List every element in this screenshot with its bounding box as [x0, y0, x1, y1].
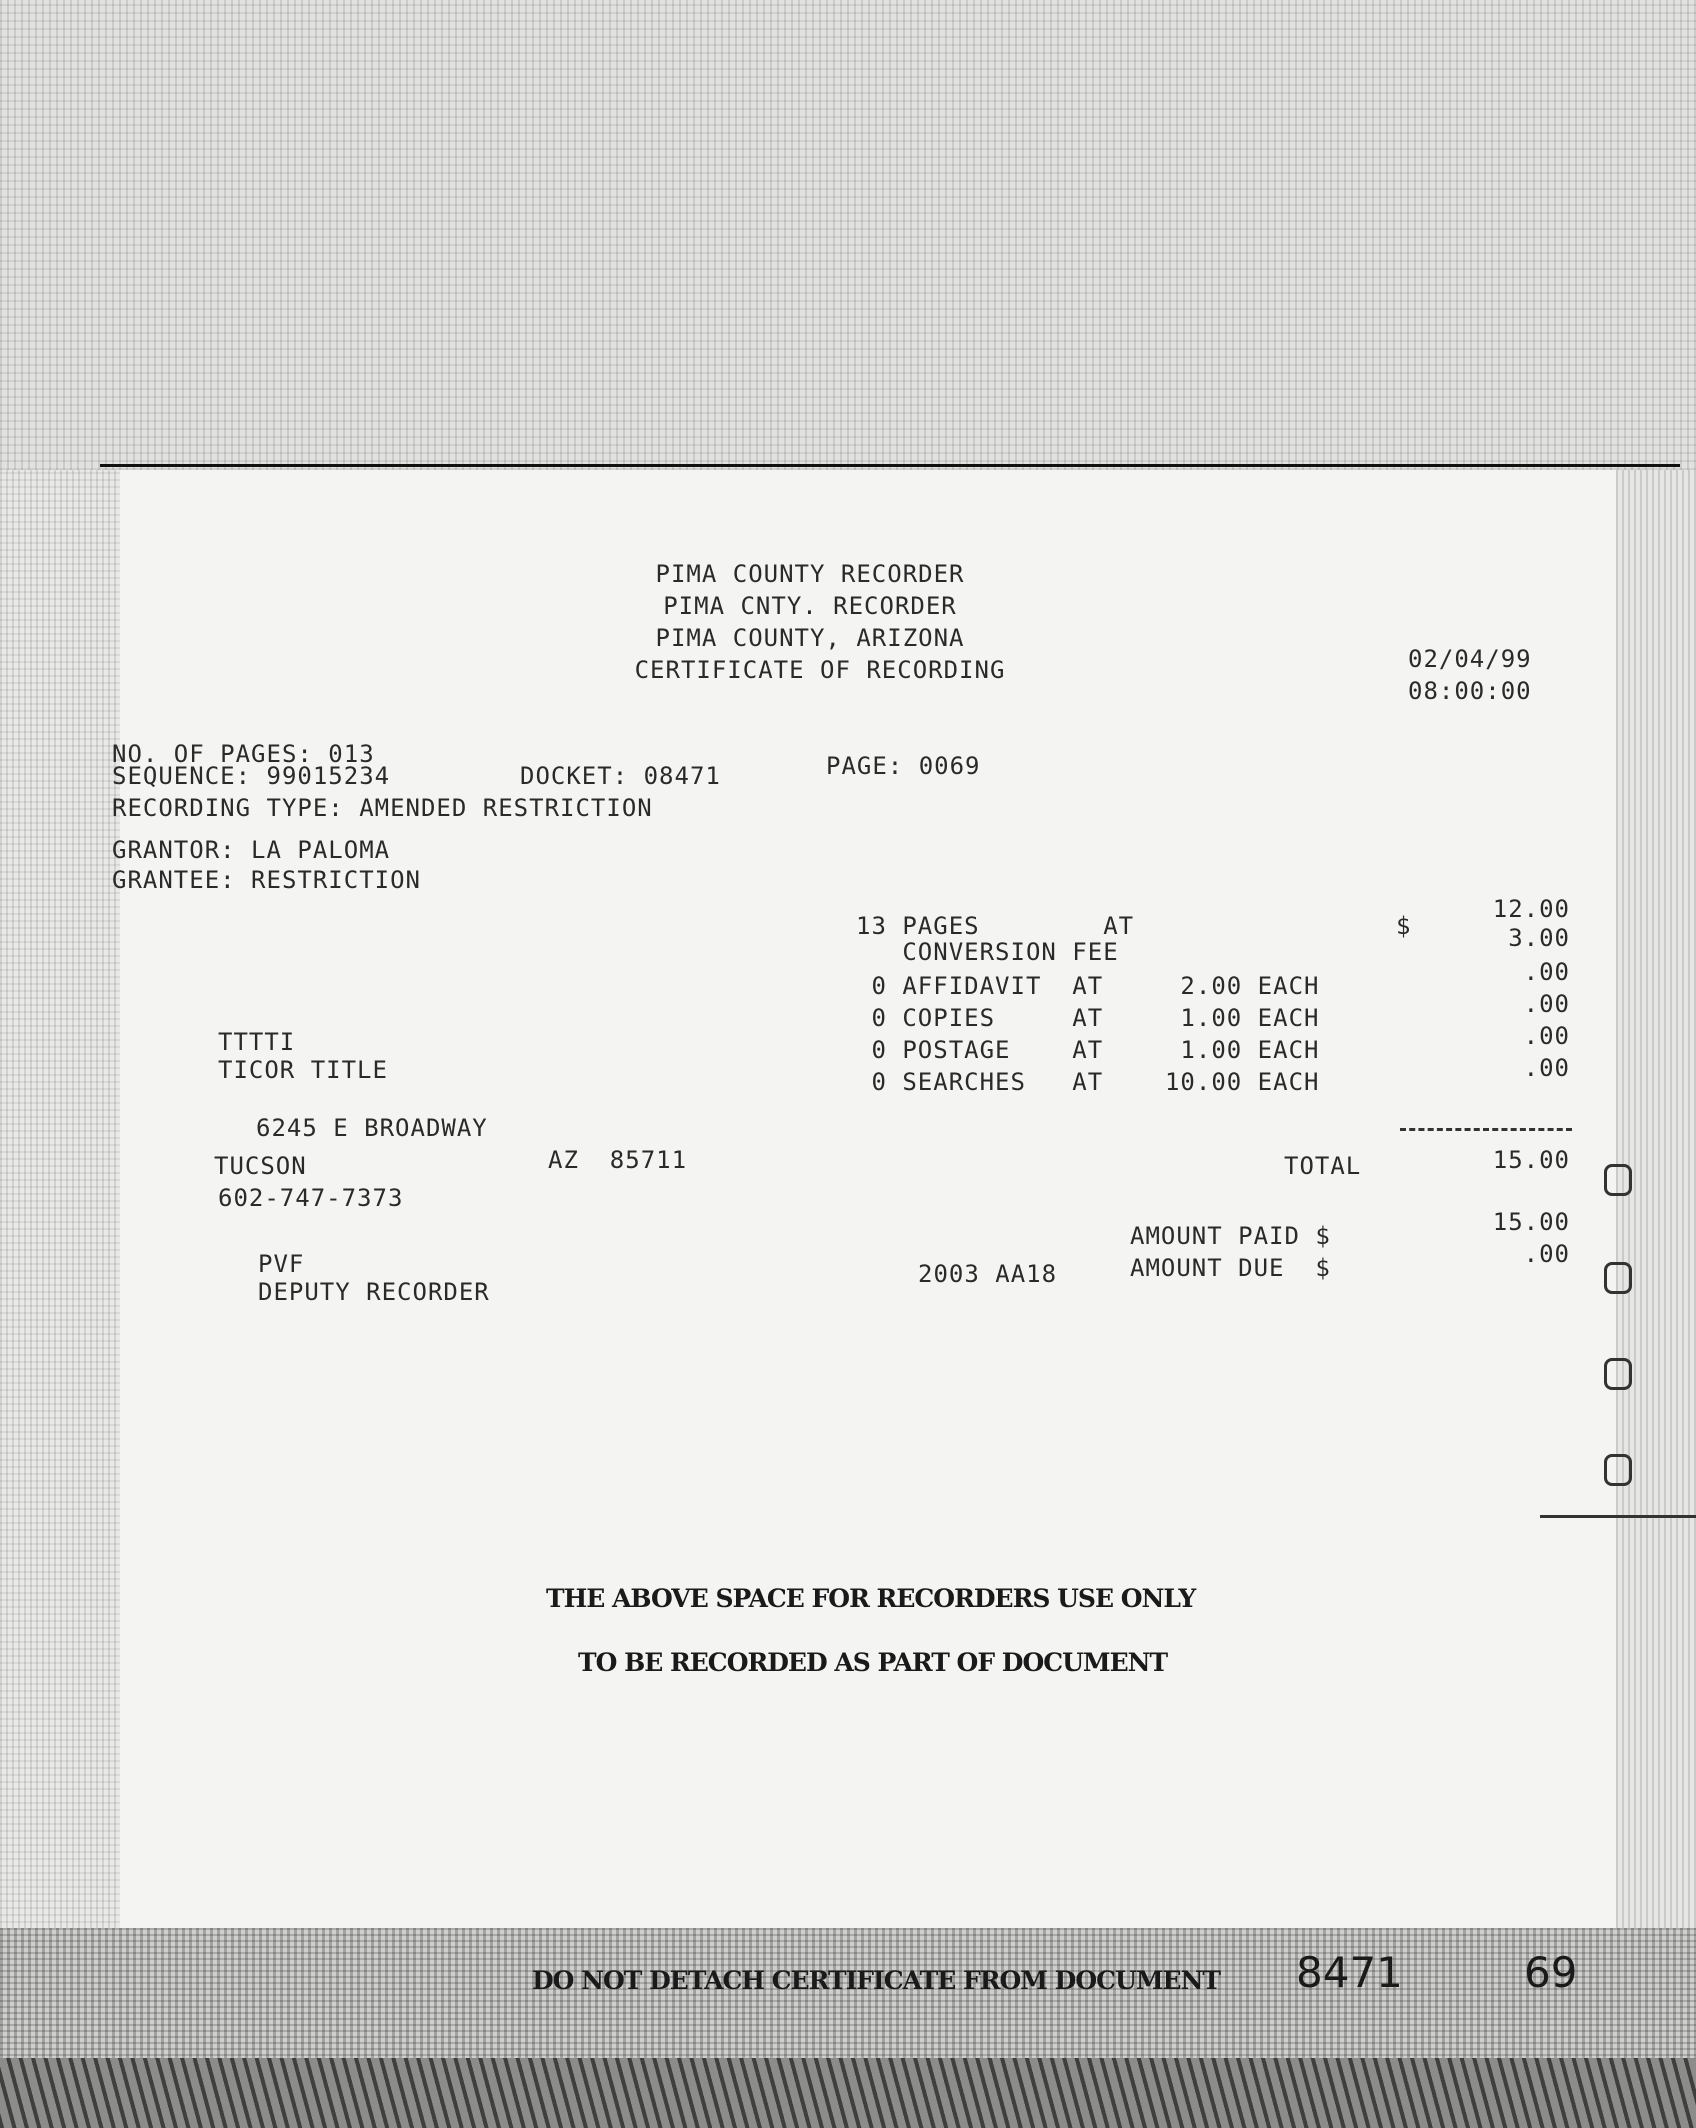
total-label: TOTAL — [1284, 1152, 1362, 1180]
customer-city: TUCSON — [214, 1152, 307, 1180]
header-line-2: PIMA CNTY. RECORDER — [663, 592, 957, 620]
clerk-initials: PVF — [258, 1250, 305, 1278]
scan-noise-top — [0, 0, 1696, 470]
amount-paid: 15.00 — [1492, 1208, 1570, 1236]
record-date: 02/04/99 — [1408, 645, 1532, 673]
binder-hole — [1604, 1358, 1632, 1390]
separator-rule — [100, 464, 1680, 467]
customer-name: TICOR TITLE — [218, 1056, 388, 1084]
customer-phone: 602-747-7373 — [218, 1184, 404, 1212]
binder-hole — [1604, 1262, 1632, 1294]
page-number: PAGE: 0069 — [826, 752, 981, 780]
amount-due-label: AMOUNT DUE $ — [1130, 1254, 1331, 1282]
recording-type: RECORDING TYPE: AMENDED RESTRICTION — [112, 794, 653, 822]
footer-page-number: 69 — [1524, 1948, 1578, 1997]
header-line-4: CERTIFICATE OF RECORDING — [634, 656, 1006, 684]
amount-due: .00 — [1523, 1240, 1570, 1268]
sequence-number: SEQUENCE: 99015234 — [112, 762, 391, 790]
customer-state-zip: AZ 85711 — [548, 1146, 688, 1174]
header-line-3: PIMA COUNTY, ARIZONA — [655, 624, 965, 652]
scan-noise-left — [0, 470, 120, 1930]
clerk-role: DEPUTY RECORDER — [258, 1278, 490, 1306]
fee-amount: .00 — [1523, 1054, 1570, 1082]
amount-paid-label: AMOUNT PAID $ — [1130, 1222, 1331, 1250]
separator-rule-right — [1540, 1515, 1696, 1518]
fee-amount: 3.00 — [1508, 924, 1570, 952]
total-amount: 15.00 — [1492, 1146, 1570, 1174]
recorders-use-note: THE ABOVE SPACE FOR RECORDERS USE ONLY — [546, 1584, 1196, 1613]
fee-label: 0 SEARCHES AT 10.00 EACH — [856, 1068, 1320, 1096]
total-rule — [1400, 1128, 1572, 1131]
pages-count: NO. OF PAGES: 013 — [112, 740, 375, 768]
fee-label: 0 AFFIDAVIT AT 2.00 EACH — [856, 972, 1320, 1000]
customer-address: 6245 E BROADWAY — [256, 1114, 488, 1142]
fee-label: CONVERSION FEE — [856, 938, 1119, 966]
scan-noise-bottom-dark — [0, 2058, 1696, 2128]
customer-code: TTTTI — [218, 1028, 296, 1056]
record-time: 08:00:00 — [1408, 677, 1532, 705]
fee-amount: 12.00 — [1492, 895, 1570, 923]
grantee: GRANTEE: RESTRICTION — [112, 866, 421, 894]
binder-hole — [1604, 1454, 1632, 1486]
docket-number: DOCKET: 08471 — [520, 762, 721, 790]
scan-noise-right — [1616, 470, 1696, 1930]
currency-sign: $ — [1396, 912, 1412, 940]
fee-label: 13 PAGES AT — [856, 912, 1135, 940]
fee-label: 0 COPIES AT 1.00 EACH — [856, 1004, 1320, 1032]
fee-amount: .00 — [1523, 990, 1570, 1018]
fee-amount: .00 — [1523, 958, 1570, 986]
grantor: GRANTOR: LA PALOMA — [112, 836, 391, 864]
footer-docket-number: 8471 — [1296, 1948, 1403, 1997]
register-code: 2003 AA18 — [918, 1260, 1058, 1288]
do-not-detach-note: DO NOT DETACH CERTIFICATE FROM DOCUMENT — [532, 1966, 1221, 1995]
header-line-1: PIMA COUNTY RECORDER — [655, 560, 965, 588]
part-of-document-note: TO BE RECORDED AS PART OF DOCUMENT — [578, 1648, 1168, 1677]
binder-hole — [1604, 1164, 1632, 1196]
fee-label: 0 POSTAGE AT 1.00 EACH — [856, 1036, 1320, 1064]
fee-amount: .00 — [1523, 1022, 1570, 1050]
